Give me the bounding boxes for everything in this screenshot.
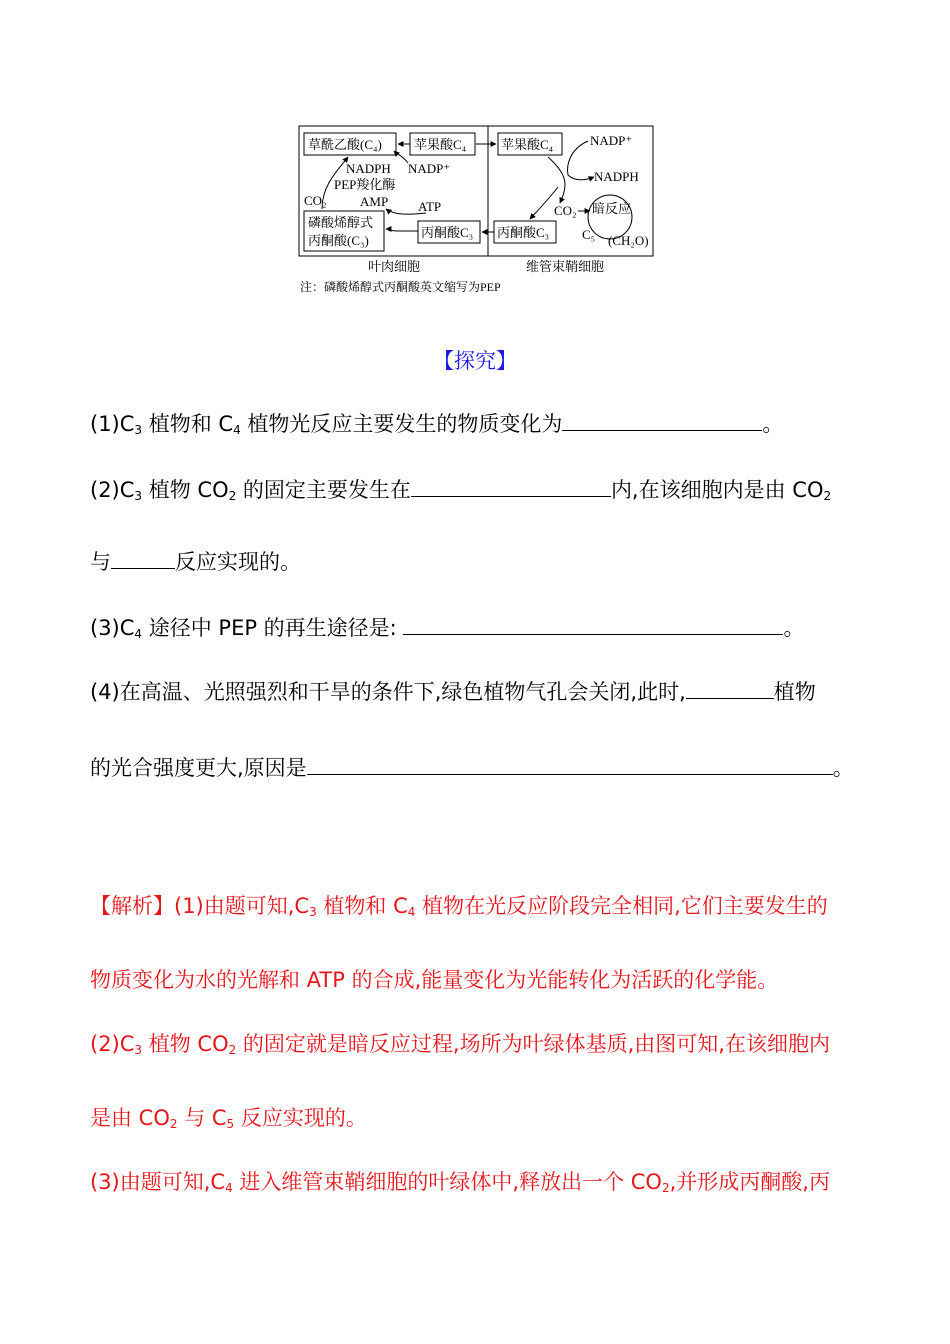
pyruvate-to-pep-arrow bbox=[386, 229, 418, 231]
pep-line1: 磷酸烯醇式 bbox=[308, 215, 374, 230]
answer-blank-2[interactable] bbox=[411, 476, 611, 497]
question-2-cont: 与 反应实现的。 bbox=[90, 550, 301, 574]
analysis-line-1: 【解析】(1)由题可知$,C_3$ 植物和 $C_4$ 植物在光反应阶段完全相同,它们主要发生的 bbox=[90, 894, 828, 919]
answer-blank-1[interactable] bbox=[562, 410, 762, 431]
ch2o-label: (CH₂O) bbox=[608, 233, 649, 248]
pep-line2: 丙酮酸(C₃) bbox=[308, 233, 369, 248]
dark-reaction-label: 暗反应 bbox=[592, 201, 632, 216]
explore-title: 【探究】 bbox=[433, 349, 517, 373]
answer-blank-4[interactable] bbox=[403, 614, 783, 635]
c4-pathway-diagram bbox=[298, 125, 654, 300]
mesophyll-malate-label: 苹果酸C₄ bbox=[414, 137, 467, 152]
pep-enzyme-label: PEP羧化酶 bbox=[334, 177, 396, 192]
bundle-co2: CO₂ bbox=[554, 203, 577, 218]
amp-label: AMP bbox=[360, 194, 389, 209]
bundle-sheath-cell-label: 维管束鞘细胞 bbox=[526, 259, 605, 274]
mesophyll-cell-label: 叶肉细胞 bbox=[368, 259, 421, 274]
analysis-line-5: (3)由题可知$,C_4$ 进入维管束鞘细胞的叶绿体中,释放出一个 $CO_2$,并形成丙酮酸,丙 bbox=[90, 1170, 830, 1195]
diagram-note: 注：磷酸烯醇式丙酮酸英文缩写为PEP bbox=[300, 280, 501, 294]
answer-blank-6[interactable] bbox=[307, 754, 833, 775]
c5-label: C₅ bbox=[582, 227, 596, 242]
mesophyll-nadph: NADPH bbox=[346, 161, 391, 176]
bundle-nadph: NADPH bbox=[594, 169, 639, 184]
question-4: (4)在高温、光照强烈和干旱的条件下,绿色植物气孔会关闭,此时, 植物 bbox=[90, 680, 816, 704]
analysis-line-4: 是由 $CO_2$ 与 $C_5$ 反应实现的。 bbox=[90, 1106, 367, 1131]
analysis-line-2: 物质变化为水的光解和 ATP 的合成,能量变化为光能转化为活跃的化学能。 bbox=[90, 968, 779, 992]
bundle-malate-label: 苹果酸C₄ bbox=[501, 137, 554, 152]
question-2: $(2)C_3$ 植物 $CO_2$ 的固定主要发生在 内,在该细胞内是由 $CO_2$ bbox=[90, 478, 832, 503]
answer-blank-5[interactable] bbox=[686, 678, 774, 699]
oxaloacetate-label: 草酰乙酸(C₄) bbox=[308, 137, 382, 152]
question-1: $(1)C_3$ 植物和 $C_4$ 植物光反应主要发生的物质变化为 。 bbox=[90, 412, 784, 437]
answer-blank-3[interactable] bbox=[111, 548, 175, 569]
atp-label: ATP bbox=[418, 199, 442, 214]
question-3: $(3)C_4$ 途径中 PEP 的再生途径是: 。 bbox=[90, 616, 805, 641]
nadph-arrow bbox=[394, 151, 408, 163]
question-4-cont: 的光合强度更大,原因是 。 bbox=[90, 756, 854, 780]
mesophyll-co2: CO₂ bbox=[304, 193, 327, 208]
bundle-pyruvate-label: 丙酮酸C₃ bbox=[497, 225, 550, 240]
mesophyll-nadp: NADP⁺ bbox=[408, 161, 451, 176]
analysis-line-3: $(2)C_3$ 植物 $CO_2$ 的固定就是暗反应过程,场所为叶绿体基质,由图可知,在该细胞内 bbox=[90, 1032, 830, 1057]
bundle-nadp: NADP⁺ bbox=[590, 133, 633, 148]
mesophyll-pyruvate-label: 丙酮酸C₃ bbox=[421, 225, 474, 240]
